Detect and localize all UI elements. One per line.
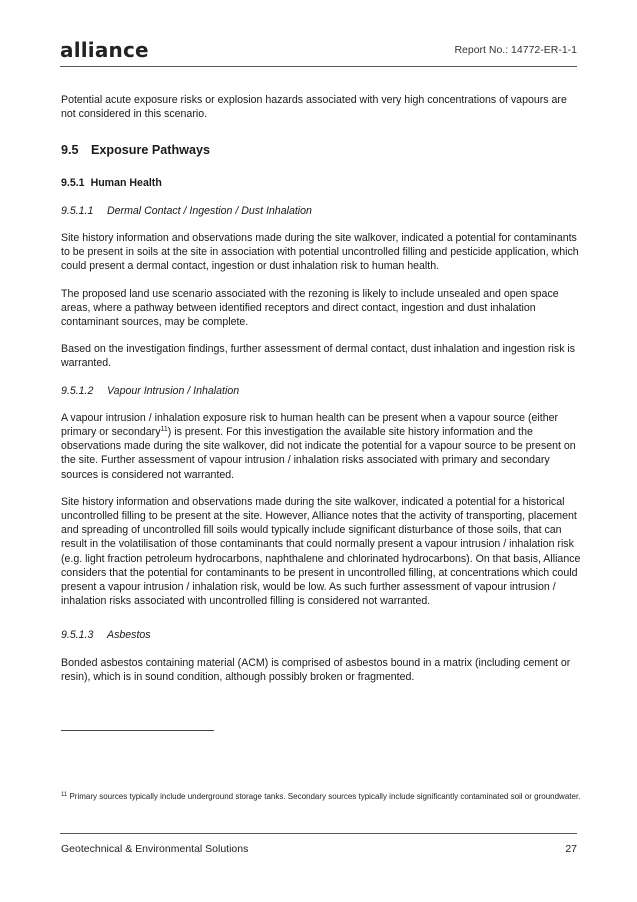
paragraph: Site history information and observations made during the site walkover, indicated a potential for a historical uncontrolled filling to be present at the site. However, Alliance notes that the activity of transporting, placement and spreading of uncontrolled fill soils would typically include significant disturbance of those soils, that can result in the volatilisation of those contaminants that could normally present a vapour intrusion / inhalation risk (e.g. light fraction petroleum hydrocarbons, naphthalene and chlorinated hydrocarbons). On that basis, Alliance considers that the potential for contaminants to be present in uncontrolled filling, at concentrations which could present a vapour intrusion / inhalation risk, would be low. As such further assessment of vapour intrusion / inhalation risks associated with uncontrolled filling is considered not warranted. (61, 495, 581, 608)
paragraph-text: ) is present. For this investigation the available site history information and the observations made during the site walkover, did not indicate the potential for a vapour source to be present on the site. Further assessment of vapour intrusion / inhalation risks associated with primary and secondary sources is considered not warranted. (61, 426, 576, 481)
section-number: 9.5 (61, 143, 79, 158)
clause-number: 9.5.1.2 (61, 384, 94, 397)
intro-paragraph: Potential acute exposure risks or explosion hazards associated with very high concentrations of vapours are not considered in this scenario. (61, 94, 567, 121)
paragraph: The proposed land use scenario associated with the rezoning is likely to include unsealed and open space areas, where a pathway between identified receptors and direct contact, ingestion and dust inhalation contaminant sources, may be complete. (61, 287, 559, 329)
clause-number: 9.5.1.1 (61, 204, 94, 217)
page-body (61, 93, 581, 697)
footnote-reference: 11 (160, 426, 168, 434)
subsection-number: 9.5.1 (61, 176, 85, 189)
paragraph: Site history information and observations made during the site walkover, indicated a potential for contaminants to be present in soils at the site in association with potential uncontrolled filling and pesticide application, which could present a dermal contact, ingestion or dust inhalation risk to human health. (61, 232, 579, 273)
section-title: Exposure Pathways (91, 143, 210, 158)
paragraph (61, 411, 581, 482)
footer-company-tagline: Geotechnical & Environmental Solutions (61, 843, 249, 855)
report-number: Report No.: 14772-ER-1-1 (454, 44, 577, 56)
footnote-marker: 11 (61, 792, 68, 798)
header-divider (60, 66, 577, 67)
footnote-divider (61, 730, 214, 731)
clause-number: 9.5.1.3 (61, 629, 94, 642)
clause-title: Vapour Intrusion / Inhalation (107, 384, 240, 397)
paragraph: Bonded asbestos containing material (ACM) is comprised of asbestos bound in a matrix (including cement or resin), which is in sound condition, although possibly broken or fragmented. (61, 656, 571, 683)
clause-heading-dermal (61, 204, 581, 218)
footnote-text: Primary sources typically include underground storage tanks. Secondary sources typically include significantly contaminated soil or groundwater. (67, 792, 581, 801)
subsection-title: Human Health (90, 176, 162, 189)
clause-title: Dermal Contact / Ingestion / Dust Inhalation (107, 204, 312, 217)
paragraph-text: A vapour intrusion / inhalation exposure risk to human health can be present when a vapour source (either primary or secondary (61, 411, 559, 439)
clause-heading-asbestos (61, 628, 581, 642)
footnote (61, 792, 621, 801)
clause-title: Asbestos (107, 629, 151, 642)
page-number: 27 (565, 843, 577, 855)
company-logo: alliance (60, 38, 149, 62)
paragraph: Based on the investigation findings, further assessment of dermal contact, dust inhalation and ingestion risk is warranted. (61, 343, 576, 370)
footer-divider (60, 833, 577, 834)
section-heading (61, 143, 581, 157)
subsection-heading (61, 176, 581, 190)
clause-heading-vapour (61, 384, 581, 398)
